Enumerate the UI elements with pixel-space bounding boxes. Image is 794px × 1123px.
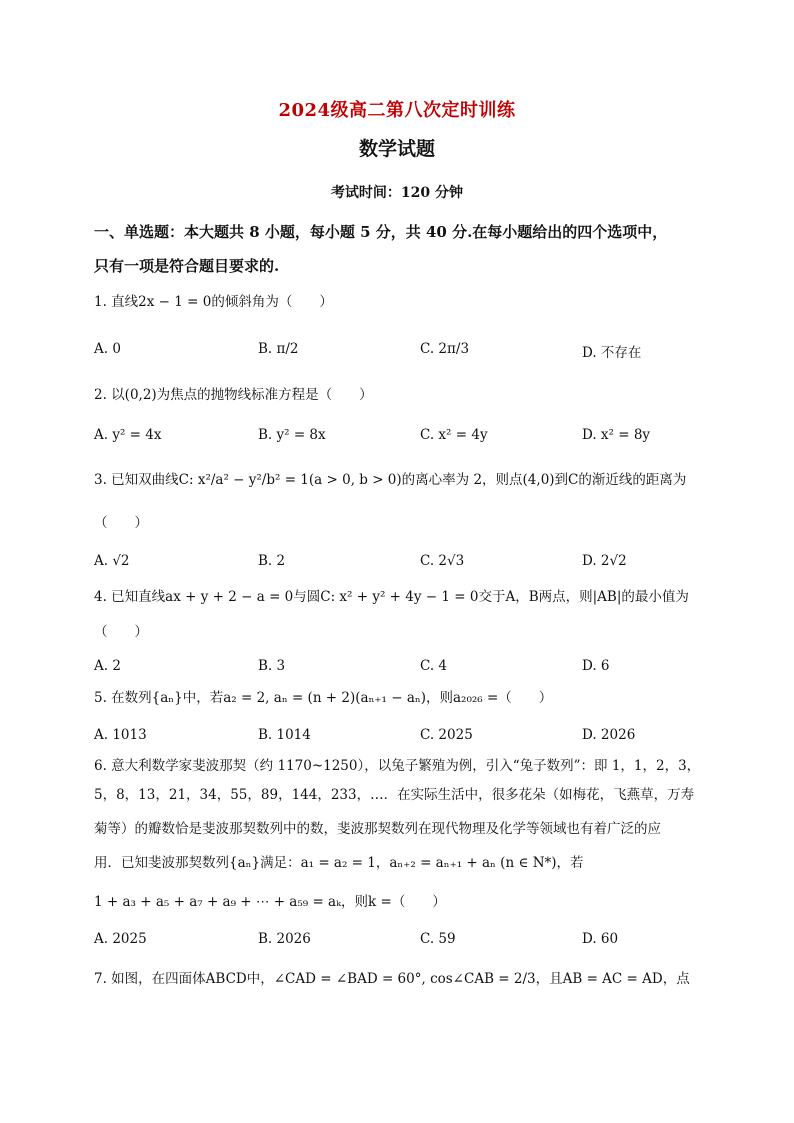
question-2-option-b: B. y² = 8x	[258, 427, 326, 443]
question-5-option-a: A. 1013	[94, 727, 147, 743]
question-4-stem: 4. 已知直线ax + y + 2 − a = 0与圆C: x² + y² + 4y − 1 = 0交于A，B两点，则|AB|的最小值为	[94, 589, 689, 605]
question-3-option-b: B. 2	[258, 553, 286, 569]
question-5-option-d: D. 2026	[582, 727, 636, 743]
question-3-stem: 3. 已知双曲线C: x²/a² − y²/b² = 1(a > 0, b > 0)的离心率为 2，则点(4,0)到C的渐近线的距离为	[94, 472, 687, 488]
question-4-option-c: C. 4	[420, 658, 448, 674]
question-2-stem: 2. 以(0,2)为焦点的抛物线标准方程是（ ）	[94, 387, 373, 403]
question-6-stem-line2: 5，8，13，21，34，55，89，144，233，…．在实际生活中，很多花朵（如梅花，飞燕草，万寿	[94, 787, 695, 803]
question-3-option-a: A. √2	[94, 553, 130, 569]
question-4-option-a: A. 2	[94, 658, 121, 674]
question-1-option-a: A. 0	[94, 341, 121, 357]
section-heading-line1: 一、单选题：本大题共 8 小题，每小题 5 分，共 40 分.在每小题给出的四个选项中，	[94, 223, 668, 241]
question-6-option-c: C. 59	[420, 931, 456, 947]
question-7-stem: 7. 如图，在四面体ABCD中，∠CAD = ∠BAD = 60°, cos∠CAB = 2/3，且AB = AC = AD，点	[94, 971, 690, 987]
question-6-option-a: A. 2025	[94, 931, 147, 947]
question-1-option-c: C. 2π/3	[420, 341, 470, 357]
exam-title: 2024级高二第八次定时训练	[278, 100, 516, 121]
question-3-option-d: D. 2√2	[582, 553, 627, 569]
question-5-option-b: B. 1014	[258, 727, 311, 743]
question-3-option-c: C. 2√3	[420, 553, 465, 569]
question-6-stem-line5: 1 + a₃ + a₅ + a₇ + a₉ + ⋯ + a₅₉ = aₖ，则k =（ ）	[94, 894, 446, 910]
question-4-stem-cont: （ ）	[94, 624, 148, 640]
question-2-option-a: A. y² = 4x	[94, 427, 162, 443]
question-4-option-b: B. 3	[258, 658, 286, 674]
question-6-stem-line3: 菊等）的瓣数恰是斐波那契数列中的数，斐波那契数列在现代物理及化学等领域也有着广泛的应	[94, 821, 661, 837]
question-3-stem-cont: （ ）	[94, 515, 148, 531]
question-1-option-d: D. 不存在	[582, 345, 642, 361]
question-1-stem: 1. 直线2x − 1 = 0的倾斜角为（ ）	[94, 294, 333, 310]
exam-subtitle: 数学试题	[358, 138, 435, 160]
question-5-stem: 5. 在数列{aₙ}中，若a₂ = 2, aₙ = (n + 2)(aₙ₊₁ − aₙ)，则a₂₀₂₆ =（ ）	[94, 690, 553, 706]
question-6-stem: 6. 意大利数学家斐波那契（约 1170~1250），以兔子繁殖为例，引入“兔子数列”：即 1，1，2，3，	[94, 758, 701, 774]
question-4-option-d: D. 6	[582, 658, 610, 674]
question-2-option-c: C. x² = 4y	[420, 427, 488, 443]
question-6-stem-line4: 用．已知斐波那契数列{aₙ}满足：a₁ = a₂ = 1，aₙ₊₂ = aₙ₊₁ + aₙ (n ∈ N*)，若	[94, 855, 584, 871]
section-heading-line2: 只有一项是符合题目要求的.	[94, 257, 280, 275]
question-2-option-d: D. x² = 8y	[582, 427, 651, 443]
question-5-option-c: C. 2025	[420, 727, 473, 743]
question-6-option-d: D. 60	[582, 931, 619, 947]
exam-time: 考试时间：120 分钟	[330, 185, 464, 201]
question-6-option-b: B. 2026	[258, 931, 311, 947]
question-1-option-b: B. π/2	[258, 341, 299, 357]
